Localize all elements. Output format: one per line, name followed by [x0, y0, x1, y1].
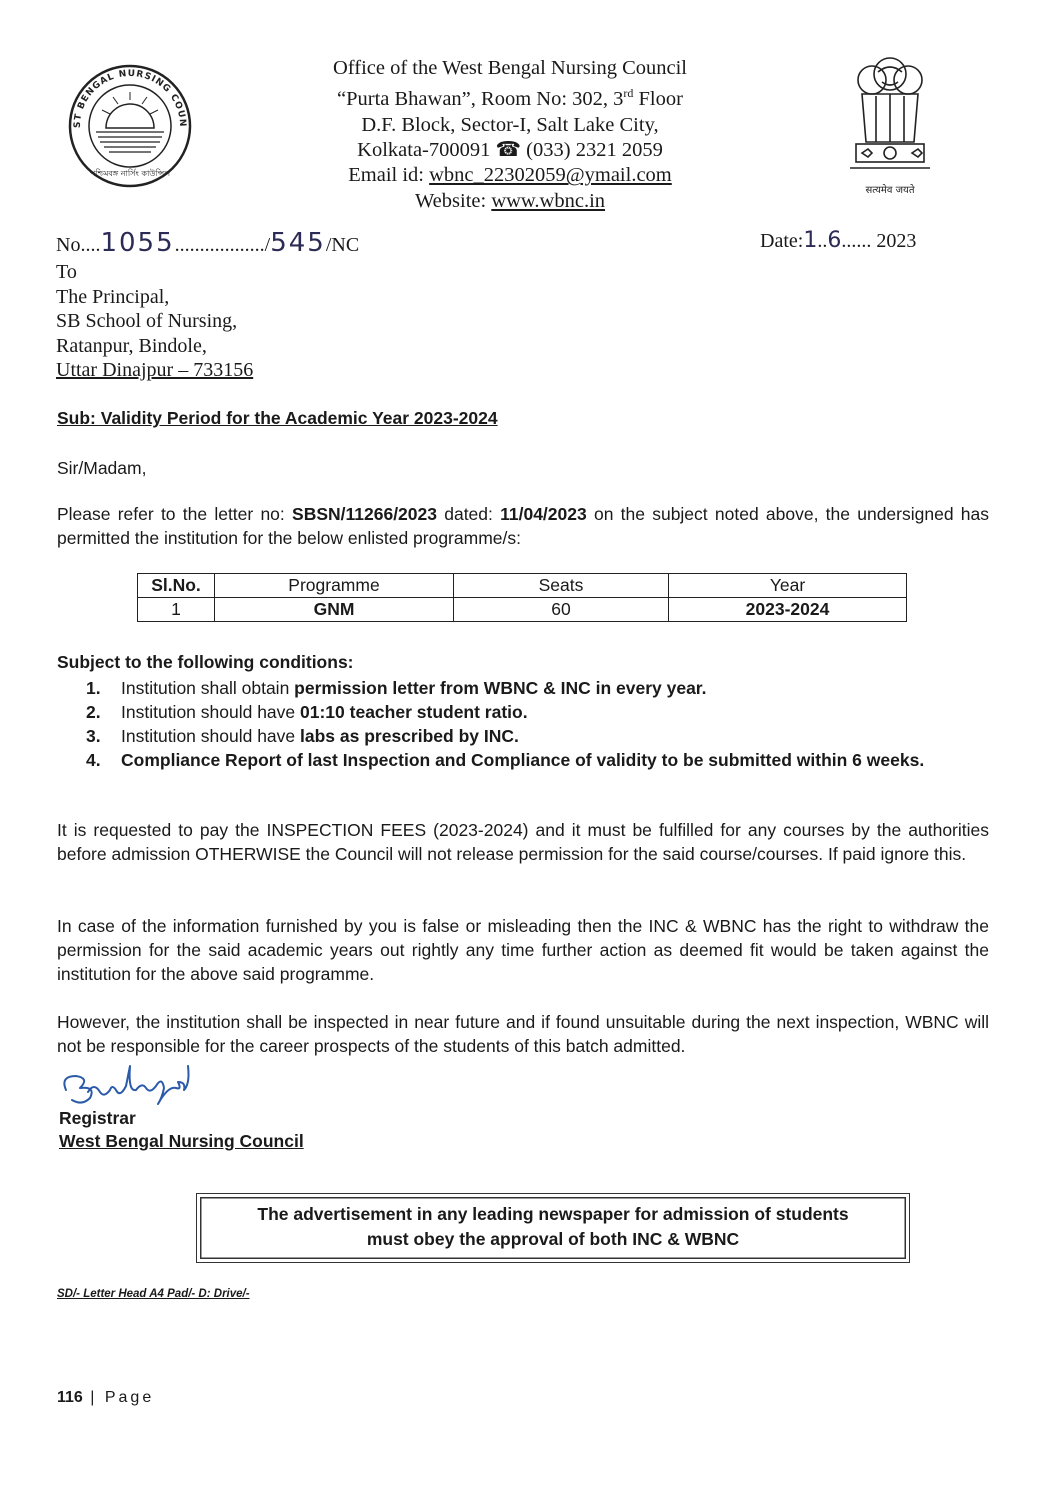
salutation: Sir/Madam, — [57, 458, 147, 478]
conditions-list — [86, 676, 989, 772]
header-address-line: D.F. Block, Sector-I, Salt Lake City, — [361, 113, 659, 136]
programme-table — [137, 573, 907, 622]
signatory-organization: West Bengal Nursing Council — [59, 1131, 304, 1151]
addressee-line: Uttar Dinajpur – 733156 — [56, 359, 254, 381]
svg-text:WEST BENGAL NURSING COUNCIL: ST BENGAL NURSING COUN — [72, 68, 188, 129]
table-cell: 2023-2024 — [669, 598, 907, 622]
website-link[interactable]: www.wbnc.in — [491, 189, 606, 212]
table-cell: 60 — [454, 598, 669, 622]
header-website-line: Website: www.wbnc.in — [414, 189, 606, 212]
addressee-line: The Principal, — [56, 285, 170, 308]
header-office: Office of the West Bengal Nursing Council — [333, 57, 687, 79]
subject-line: Sub: Validity Period for the Academic Year 2023-2024 — [57, 408, 498, 428]
advertisement-notice-box — [196, 1193, 910, 1263]
letterhead — [250, 56, 770, 214]
footer-file-reference: SD/- Letter Head A4 Pad/- D: Drive/- — [57, 1288, 250, 1300]
notice-text: The advertisement in any leading newspaper for admission of students must obey the approval of both INC & WBNC — [257, 1204, 849, 1249]
table-row — [138, 598, 907, 622]
emblem-motto: सत्यमेव जयते — [865, 185, 915, 196]
seal-bottom-text: পশ্চিমবঙ্গ নার্সিং কাউন্সিল — [89, 169, 171, 178]
header-phone-line: Kolkata-700091 ☎ (033) 2321 2059 — [357, 139, 663, 162]
list-item: 4. Compliance Report of last Inspection and Compliance of validity to be submitted within 6 weeks. — [86, 750, 925, 770]
handwritten-number: 1055 — [100, 228, 175, 258]
misinformation-paragraph: In case of the information furnished by you is false or misleading then the INC & WBNC has the right to withdraw the permission for the said academic years out rightly any time further action as deemed fit would be taken against the institution for the above said programme. — [57, 916, 989, 984]
addressee-line: Ratanpur, Bindole, — [56, 334, 207, 357]
handwritten-number: 545 — [270, 228, 326, 258]
page-number: 116 | Page — [57, 1389, 155, 1406]
addressee-line: SB School of Nursing, — [56, 310, 238, 332]
handwritten-month: 6 — [827, 228, 842, 253]
fees-paragraph: It is requested to pay the INSPECTION FEES (2023-2024) and it must be fulfilled for any courses by the authorities before admission OTHERWISE the Council will not release permission for the said course/courses. If paid ignore this. — [57, 820, 989, 864]
signatory-title: Registrar — [59, 1108, 136, 1128]
addressee-block — [56, 260, 253, 383]
national-emblem-logo — [840, 50, 940, 200]
header-email-line: Email id: wbnc_22302059@ymail.com — [348, 164, 672, 187]
table-header-cell: Year — [669, 574, 907, 598]
table-header-row — [138, 574, 907, 598]
inspection-paragraph: However, the institution shall be inspected in near future and if found unsuitable during the next inspection, WBNC will not be responsible for the career prospects of the students of this batch admitted. — [57, 1012, 989, 1056]
letter-date-ref: 11/04/2023 — [500, 504, 587, 524]
table-cell: GNM — [215, 598, 454, 622]
list-item: 2. Institution should have 01:10 teacher student ratio. — [86, 702, 528, 722]
list-item: 1. Institution shall obtain permission letter from WBNC & INC in every year. — [86, 678, 707, 698]
list-item: 3. Institution should have labs as prescribed by INC. — [86, 726, 519, 746]
reference-number: No....1055................../545/NC — [56, 228, 360, 258]
letter-date: Date:1..6...... 2023 — [760, 228, 917, 253]
conditions-title: Subject to the following conditions: — [57, 652, 354, 672]
table-header-cell: Programme — [215, 574, 454, 598]
council-seal-logo — [66, 62, 194, 190]
header-address-line: “Purta Bhawan”, Room No: 302, 3rd Floor — [337, 86, 683, 111]
table-header-cell: Sl.No. — [138, 574, 215, 598]
intro-paragraph: Please refer to the letter no: SBSN/11266/2023 dated: 11/04/2023 on the subject noted above, the undersigned has permitted the institution for the below enlisted programme/s: — [57, 504, 989, 548]
email-link[interactable]: wbnc_22302059@ymail.com — [429, 164, 672, 187]
handwritten-day: 1 — [803, 228, 818, 253]
table-header-cell: Seats — [454, 574, 669, 598]
registrar-signature — [58, 1062, 228, 1112]
letter-number: SBSN/11266/2023 — [292, 504, 437, 524]
to-label: To — [56, 261, 77, 283]
table-cell: 1 — [138, 598, 215, 622]
